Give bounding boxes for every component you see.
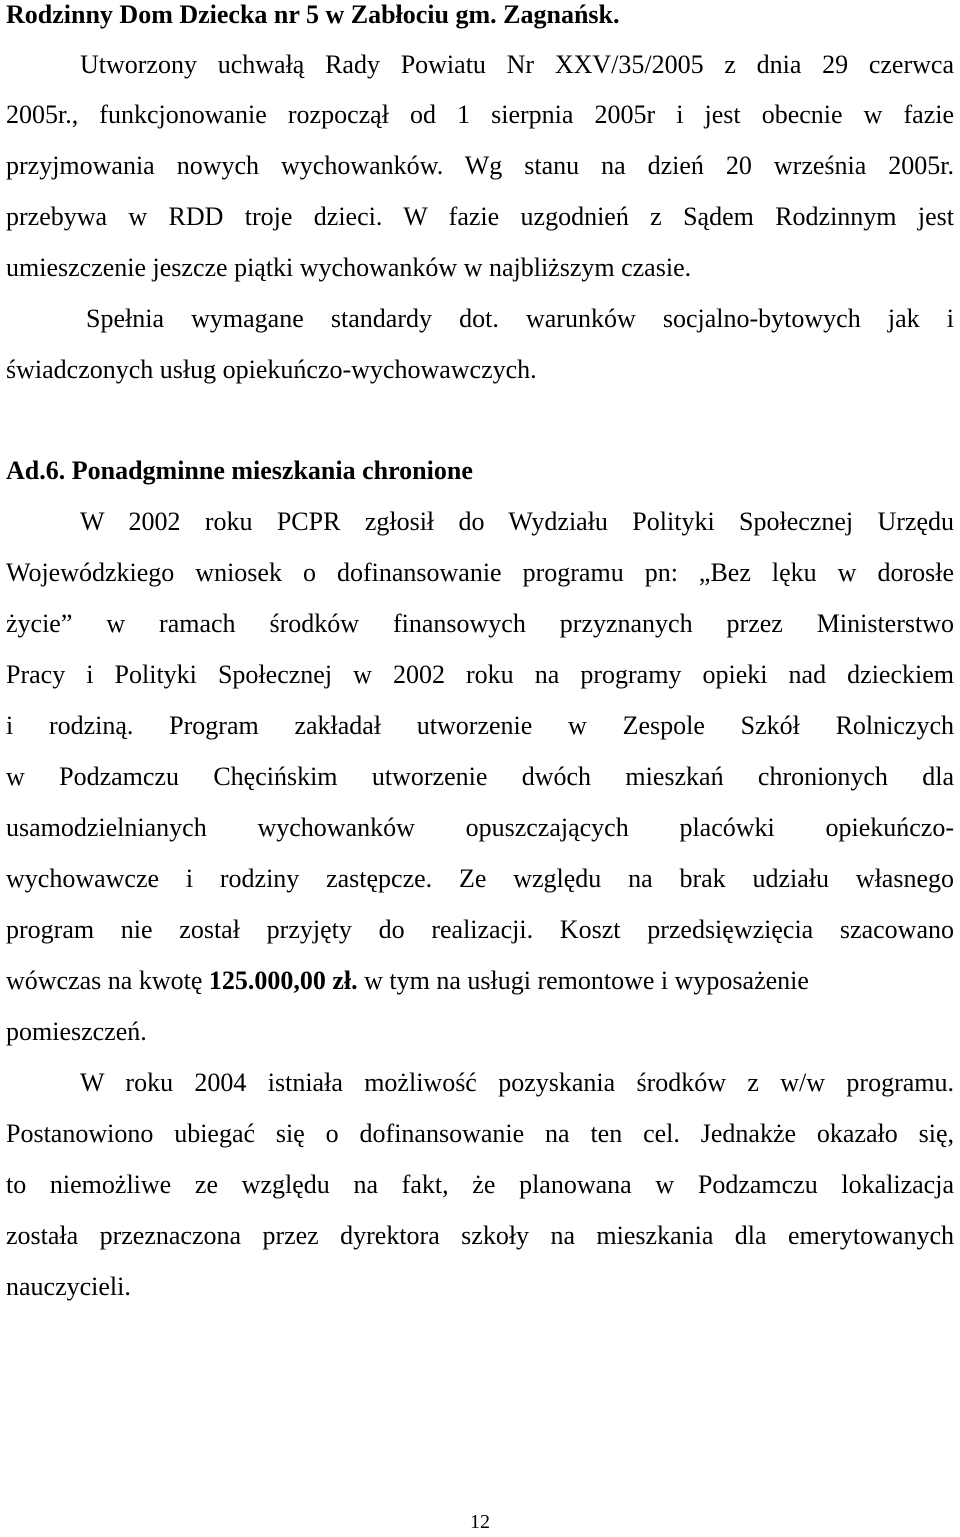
section-heading: Ad.6. Ponadgminne mieszkania chronione [6,456,473,485]
paragraph-line: przyjmowania nowych wychowanków. Wg stanu na dzień 20 września 2005r. [6,151,954,180]
paragraph-line: została przeznaczona przez dyrektora szkoły na mieszkania dla emerytowanych [6,1221,954,1250]
paragraph-line: Spełnia wymagane standardy dot. warunków socjalno-bytowych jak i [86,304,954,333]
paragraph-line: usamodzielnianych wychowanków opuszczających placówki opiekuńczo- [6,813,954,842]
paragraph-line: i rodziną. Program zakładał utworzenie w Zespole Szkół Rolniczych [6,711,954,740]
paragraph-line: to niemożliwe ze względu na fakt, że planowana w Podzamczu lokalizacja [6,1170,954,1199]
document-title: Rodzinny Dom Dziecka nr 5 w Zabłociu gm. Zagnańsk. [6,0,620,29]
line-text: wówczas na kwotę [6,966,209,995]
paragraph-line: przebywa w RDD troje dzieci. W fazie uzgodnień z Sądem Rodzinnym jest [6,202,954,231]
paragraph-line: Wojewódzkiego wniosek o dofinansowanie programu pn: „Bez lęku w dorosłe [6,558,954,587]
line-text: w tym na usługi remontowe i wyposażenie [357,966,809,995]
paragraph-line: wychowawcze i rodziny zastępcze. Ze względu na brak udziału własnego [6,864,954,893]
cost-amount: 125.000,00 zł. [208,966,358,995]
paragraph-line: Utworzony uchwałą Rady Powiatu Nr XXV/35/2005 z dnia 29 czerwca [80,50,954,79]
paragraph-line: pomieszczeń. [6,1017,147,1046]
paragraph-line: program nie został przyjęty do realizacji. Koszt przedsięwzięcia szacowano [6,915,954,944]
paragraph-line: W roku 2004 istniała możliwość pozyskania środków z w/w programu. [80,1068,954,1097]
paragraph-line-with-amount [6,964,954,998]
paragraph-line: w Podzamczu Chęcińskim utworzenie dwóch mieszkań chronionych dla [6,762,954,791]
paragraph-line: życie” w ramach środków finansowych przyznanych przez Ministerstwo [6,609,954,638]
page-number: 12 [470,1511,490,1533]
paragraph-line: nauczycieli. [6,1272,131,1301]
paragraph-line: Pracy i Polityki Społecznej w 2002 roku na programy opieki nad dzieckiem [6,660,954,689]
paragraph-line: umieszczenie jeszcze piątki wychowanków w najbliższym czasie. [6,253,692,282]
paragraph-line: Postanowiono ubiegać się o dofinansowanie na ten cel. Jednakże okazało się, [6,1119,954,1148]
paragraph-line: świadczonych usług opiekuńczo-wychowawczych. [6,355,537,384]
paragraph-line: W 2002 roku PCPR zgłosił do Wydziału Polityki Społecznej Urzędu [80,507,954,536]
paragraph-line: 2005r., funkcjonowanie rozpoczął od 1 sierpnia 2005r i jest obecnie w fazie [6,100,954,129]
